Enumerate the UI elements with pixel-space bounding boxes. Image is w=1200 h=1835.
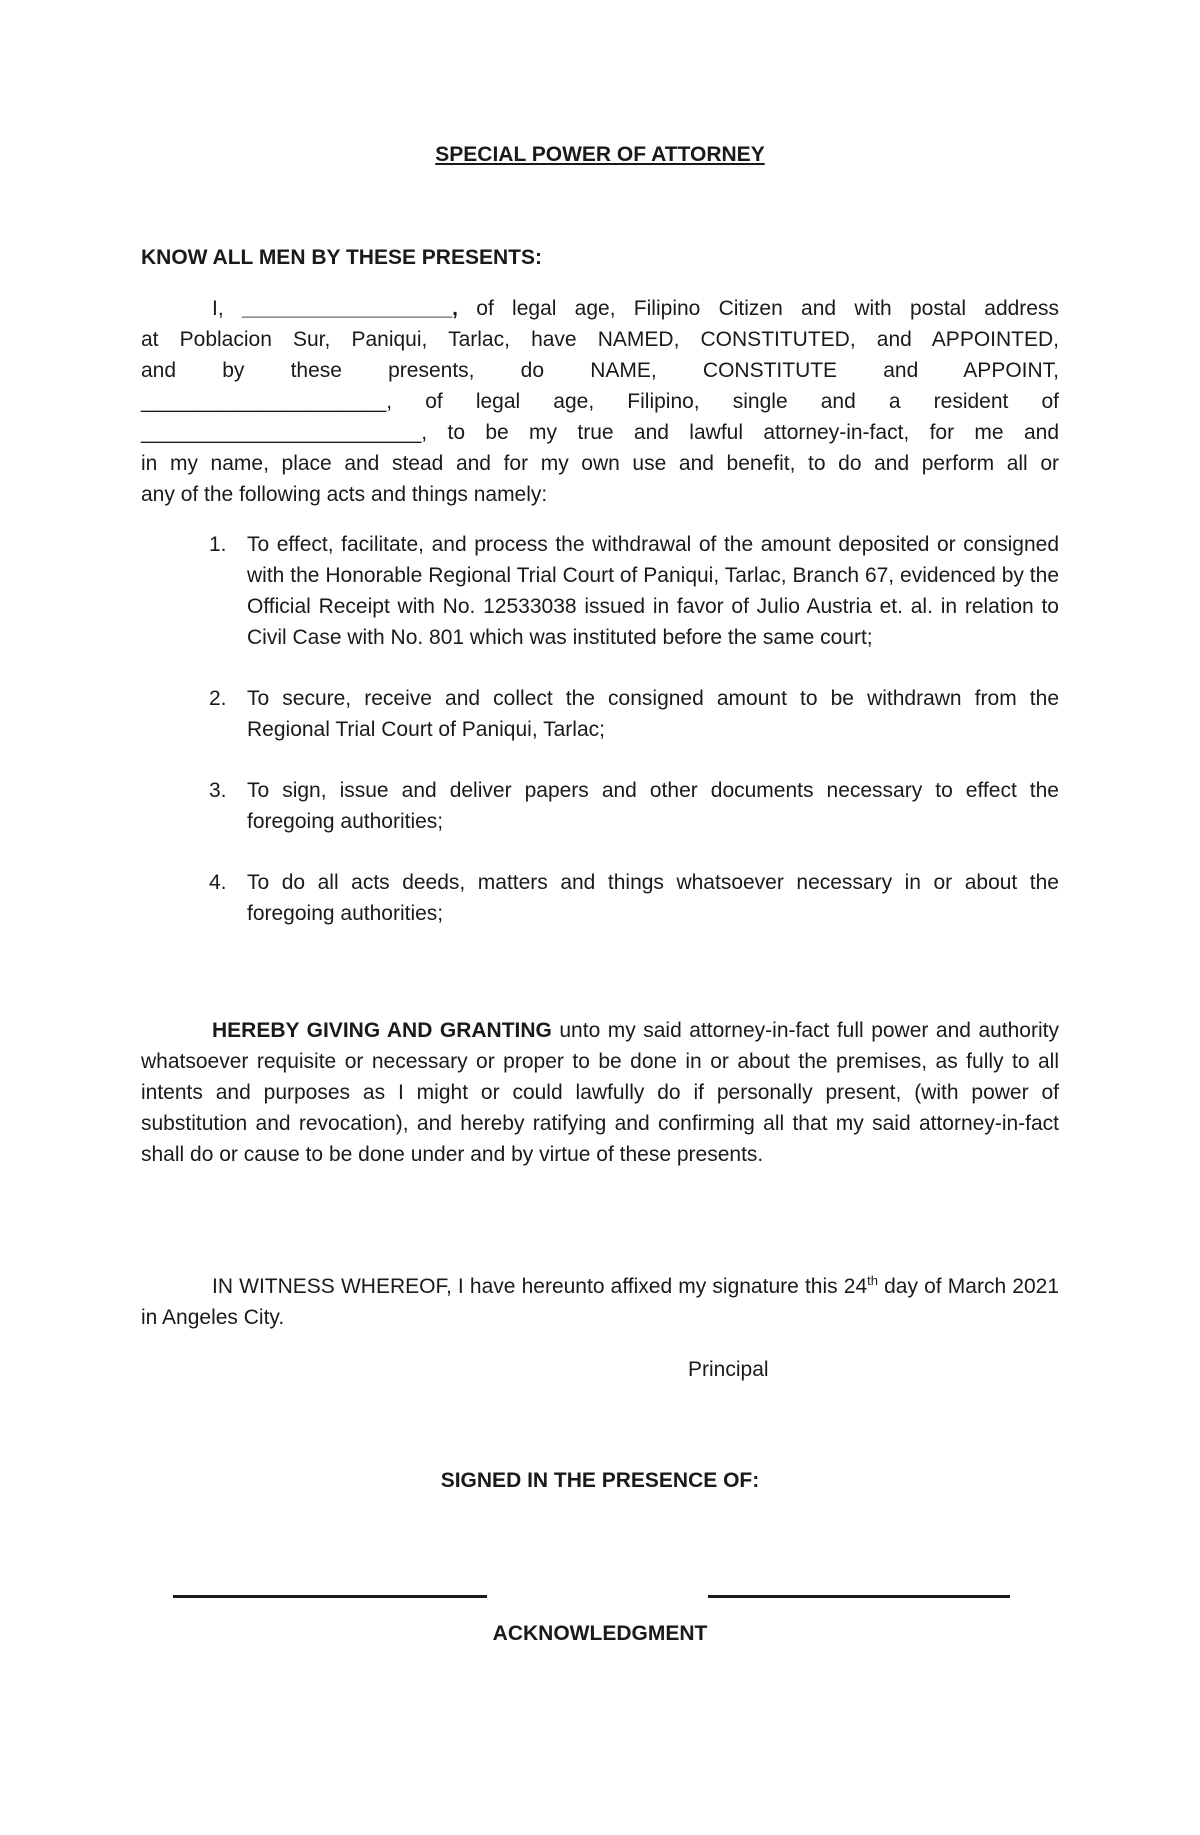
- list-item: 3. To sign, issue and deliver papers and other documents necessary to effect the foregoing authorities;: [209, 779, 1059, 833]
- list-item: 4. To do all acts deeds, matters and things whatsoever necessary in or about the foregoing authorities;: [209, 871, 1059, 925]
- signed-presence-heading: SIGNED IN THE PRESENCE OF:: [440, 1469, 760, 1492]
- intro-line: and by these presents, do NAME, CONSTITUTE and APPOINT,: [141, 359, 1059, 382]
- witness-paragraph: IN WITNESS WHEREOF, I have hereunto affixed my signature this 24th day of March 2021 in Angeles City.: [141, 1273, 1059, 1329]
- intro-line: any of the following acts and things namely:: [141, 483, 548, 506]
- list-item: 2. To secure, receive and collect the consigned amount to be withdrawn from the Regional Trial Court of Paniqui, Tarlac;: [209, 687, 1059, 741]
- intro-line: ________________________, to be my true and lawful attorney-in-fact, for me and: [141, 421, 1059, 444]
- intro-line: I, __________________, of legal age, Filipino Citizen and with postal address: [212, 297, 1059, 320]
- salutation: KNOW ALL MEN BY THESE PRESENTS:: [141, 246, 542, 269]
- intro-line: _____________________, of legal age, Filipino, single and a resident of: [141, 390, 1059, 413]
- principal-label: Principal: [688, 1358, 769, 1381]
- principal-name-blank: __________________,: [241, 297, 458, 320]
- intro-line: in my name, place and stead and for my own use and benefit, to do and perform all or: [141, 452, 1059, 475]
- document-title: SPECIAL POWER OF ATTORNEY: [435, 143, 765, 166]
- witness-signature-line-2: [708, 1595, 1010, 1598]
- intro-line: at Poblacion Sur, Paniqui, Tarlac, have NAMED, CONSTITUTED, and APPOINTED,: [141, 328, 1059, 351]
- witness-signature-line-1: [173, 1595, 487, 1598]
- granting-paragraph: HEREBY GIVING AND GRANTING unto my said attorney-in-fact full power and authority whatsoever requisite or necessary or proper to be done in or about the premises, as fully to all intents and purposes as I might or could lawfully do if personally present, (with power of substitution and revocation), and hereby ratifying and confirming all that my said attorney-in-fact shall do or cause to be done under and by virtue of these presents.: [141, 1019, 1059, 1166]
- list-item: 1. To effect, facilitate, and process the withdrawal of the amount deposited or consigned with the Honorable Regional Trial Court of Paniqui, Tarlac, Branch 67, evidenced by the Official Receipt with No. 12533038 issued in favor of Julio Austria et. al. in relation to Civil Case with No. 801 which was instituted before the same court;: [209, 533, 1059, 649]
- acknowledgment-heading: ACKNOWLEDGMENT: [492, 1622, 708, 1645]
- intro-paragraph: [141, 293, 1059, 510]
- acts-list: [209, 529, 1059, 929]
